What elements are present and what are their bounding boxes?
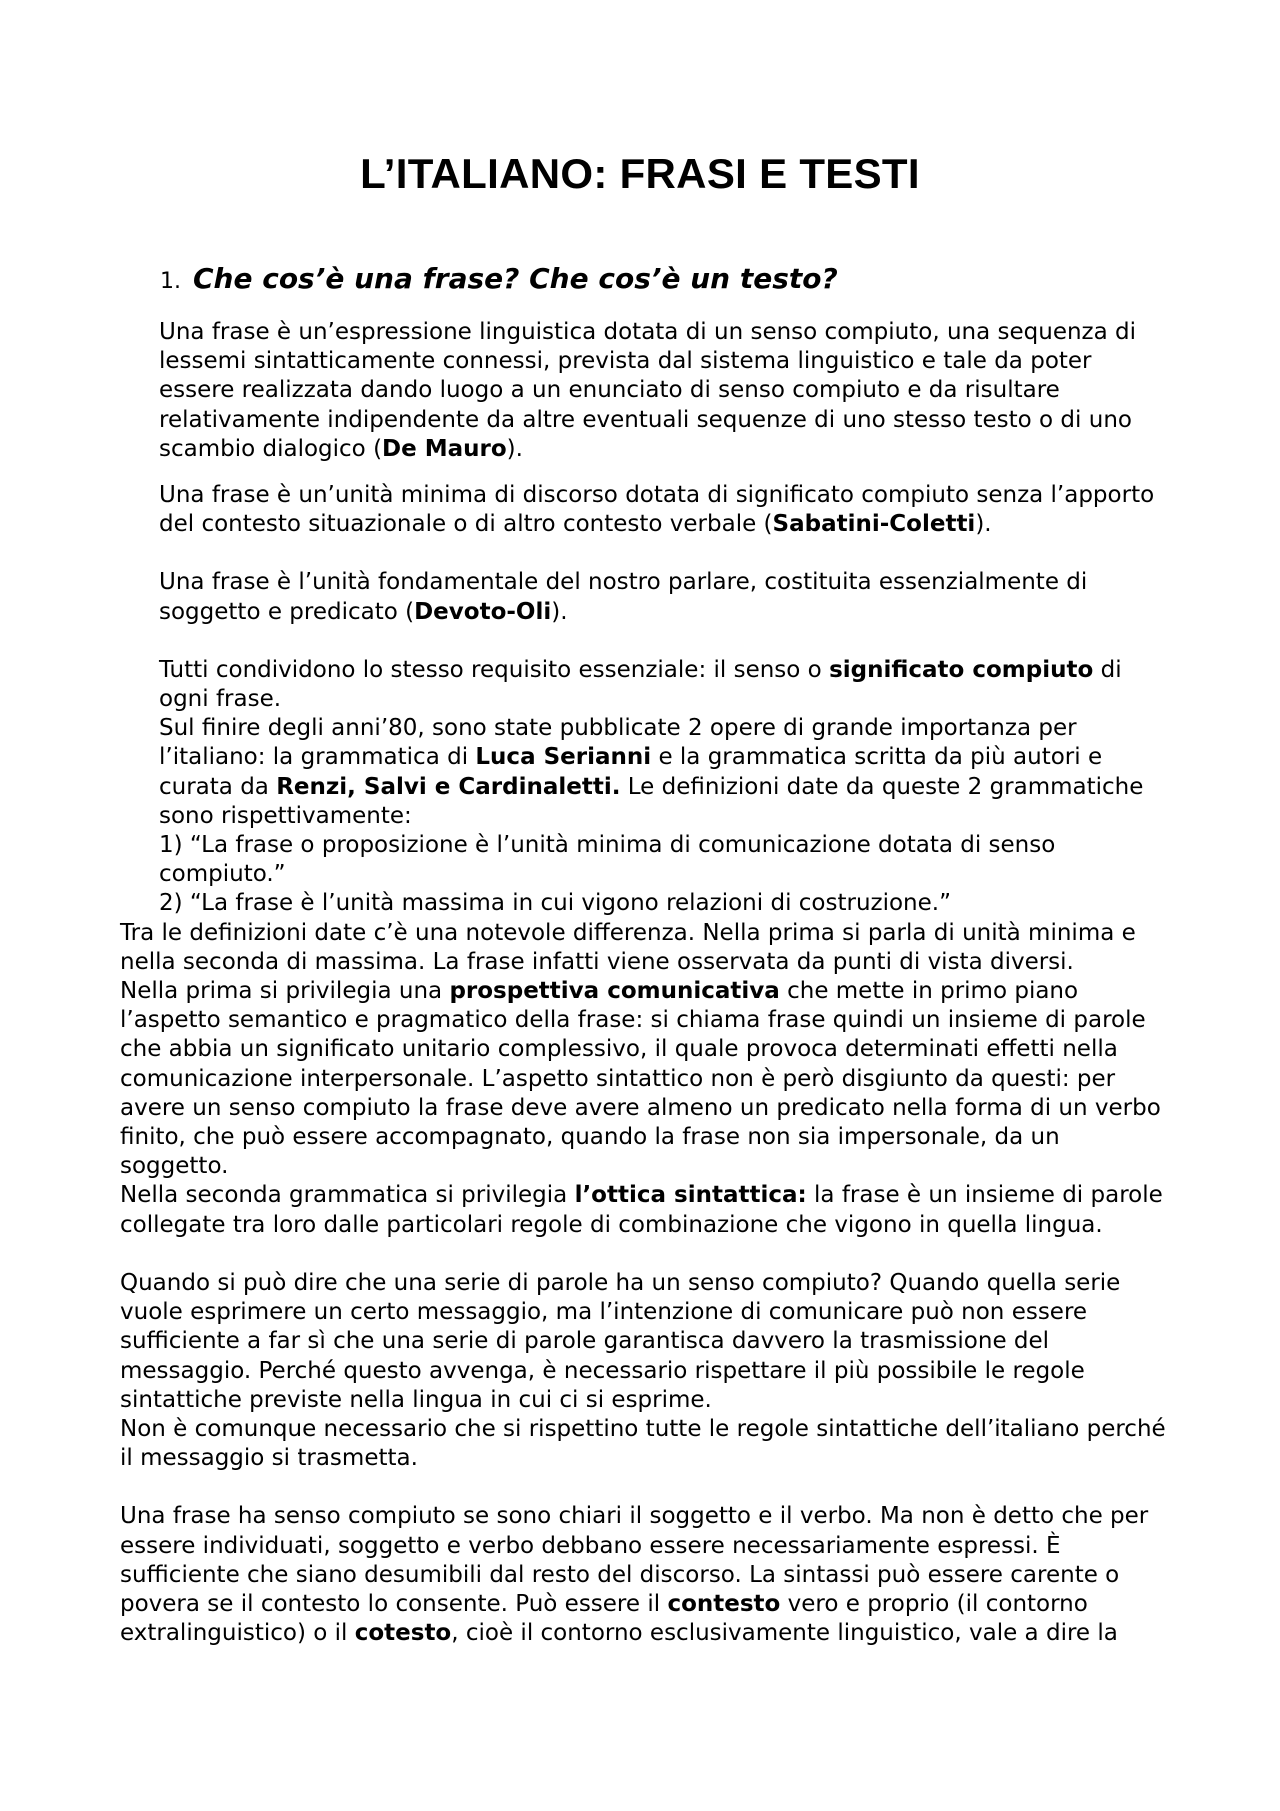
paragraph-text: , cioè il contorno esclusivamente linguistico, vale a dire la: [451, 1620, 1118, 1647]
paragraph-requisito: [120, 656, 1170, 714]
paragraph-de-mauro: [120, 318, 1170, 464]
paragraph-prospettiva: [120, 977, 1170, 1181]
paragraph-text: Tutti condividono lo stesso requisito essenziale: il senso o: [159, 656, 830, 683]
paragraph-text: ).: [551, 598, 568, 625]
bold-term: significato compiuto: [829, 656, 1094, 683]
bold-source: De Mauro: [382, 435, 507, 462]
paragraph-text: Nella seconda grammatica si privilegia: [120, 1182, 575, 1209]
paragraph-text: e la grammatica scritta da più autori e curata da: [159, 744, 1103, 800]
bold-author: Renzi, Salvi e Cardinaletti.: [276, 773, 621, 800]
paragraph-text: che mette in primo piano l’aspetto semantico e pragmatico della frase: si chiama frase quindi un insieme di parole che abbia un significato unitario complessivo, il quale provoca determinati effetti nella comunicazione interpersonale. L’aspetto sintattico non è però disgiunto da questi: per avere un senso compiuto la frase deve avere almeno un predicato nella forma di un verbo finito, che può essere accompagnato, quando la frase non sia impersonale, da un soggetto.: [120, 978, 1161, 1180]
paragraph-text: Le definizioni date da queste 2 grammatiche sono rispettivamente:: [159, 773, 1144, 829]
bold-author: Luca Serianni: [475, 744, 652, 771]
section-heading-text: Che cos’è una frase? Che cos’è un testo?: [193, 262, 838, 295]
list-item: 1) “La frase o proposizione è l’unità minima di comunicazione dotata di senso compiuto.”: [159, 832, 1056, 888]
paragraph-regole: Non è comunque necessario che si rispettino tutte le regole sintattiche dell’italiano perché il messaggio si trasmetta.: [120, 1415, 1166, 1472]
bold-source: Devoto-Oli: [414, 598, 552, 625]
paragraph-text: ).: [506, 435, 523, 462]
paragraph-text: Una frase è l’unità fondamentale del nostro parlare, costituita essenzialmente di soggetto e predicato (: [159, 569, 1088, 625]
bold-term: cotesto: [354, 1620, 452, 1647]
paragraph-text: Sul finire degli anni’80, sono state pubblicate 2 opere di grande importanza per l’italiano: la grammatica di: [159, 715, 1077, 771]
bold-term: prospettiva comunicativa: [449, 978, 780, 1005]
paragraph-text: Una frase ha senso compiuto se sono chiari il soggetto e il verbo. Ma non è detto che per essere individuati, soggetto e verbo debbano essere necessariamente espressi. È sufficiente che siano desumibili dal resto del discorso. La sintassi può essere carente o povera se il contesto lo consente. Può essere il: [120, 1503, 1149, 1617]
paragraph-text: la frase è un insieme di parole collegate tra loro dalle particolari regole di combinazione che vigono in quella lingua.: [120, 1182, 1163, 1238]
paragraph-text: vero e proprio (il contorno extralinguistico) o il: [120, 1590, 1088, 1647]
paragraph-sabatini: [120, 481, 1170, 539]
paragraph-grammatiche: [120, 714, 1170, 831]
paragraph-ottica: [120, 1181, 1170, 1239]
paragraph-senso-compiuto: Quando si può dire che una serie di parole ha un senso compiuto? Quando quella serie vuole esprimere un certo messaggio, ma l’intenzione di comunicare può non essere sufficiente a far sì che una serie di parole garantisca davvero la trasmissione del messaggio. Perché questo avvenga, è necessario rispettare il più possibile le regole sintattiche previste nella lingua in cui ci si esprime.: [120, 1269, 1121, 1413]
bold-source: Sabatini-Coletti: [772, 511, 976, 538]
section-heading: [160, 262, 838, 295]
document-title: L’ITALIANO: FRASI E TESTI: [360, 150, 920, 197]
bold-term: contesto: [667, 1590, 781, 1617]
bold-term: l’ottica sintattica:: [574, 1182, 807, 1209]
paragraph-differenza: Tra le definizioni date c’è una notevole differenza. Nella prima si parla di unità minima e nella seconda di massima. La frase infatti viene osservata da punti di vista diversi.: [120, 919, 1136, 975]
paragraph-text: di ogni frase.: [159, 656, 1122, 713]
paragraph-text: Nella prima si privilegia una: [120, 978, 450, 1005]
list-item: 2) “La frase è l’unità massima in cui vigono relazioni di costruzione.”: [159, 890, 952, 917]
paragraph-text: Una frase è un’unità minima di discorso dotata di significato compiuto senza l’apporto del contesto situazionale o di altro contesto verbale (: [159, 482, 1155, 538]
paragraph-text: ).: [975, 511, 992, 538]
paragraph-devoto: [120, 568, 1170, 626]
section-number: 1.: [160, 269, 181, 294]
paragraph-text: Una frase è un’espressione linguistica dotata di un senso compiuto, una sequenza di lessemi sintatticamente connessi, prevista dal sistema linguistico e tale da poter essere realizzata dando luogo a un enunciato di senso compiuto e da risultare relativamente indipendente da altre eventuali sequenze di uno stesso testo o di uno scambio dialogico (: [159, 319, 1137, 462]
paragraph-contesto: [120, 1502, 1170, 1648]
document-body: [120, 318, 1170, 1648]
